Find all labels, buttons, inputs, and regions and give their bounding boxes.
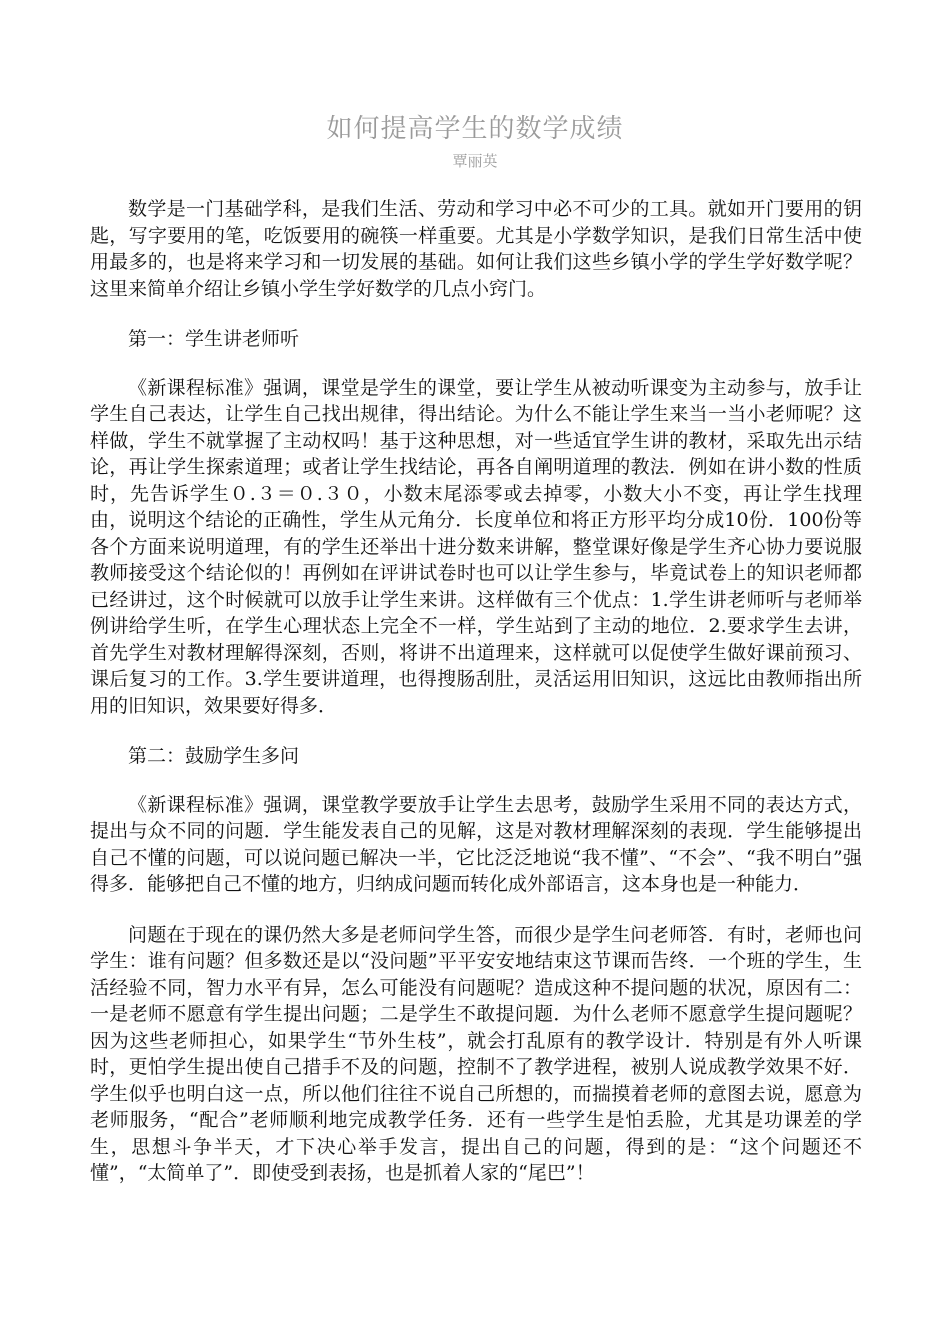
section-1-paragraph: 《新课程标准》强调，课堂是学生的课堂，要让学生从被动听课变为主动参与，放手让学生自己表达，让学生自己找出规律，得出结论。为什么不能让学生来当一当小老师呢？这样做，学生不就掌握了主动权吗！基于这种思想，对一些适宜学生讲的教材，采取先出示结论，再让学生探索道理；或者让学生找结论，再各自阐明道理的教法．例如在讲小数的性质时，先告诉学生０.３＝０.３０，小数末尾添零或去掉零，小数大小不变，再让学生找理由，说明这个结论的正确性，学生从元角分．长度单位和将正方形平均分成10份．100份等各个方面来说明道理，有的学生还举出十进分数来讲解，整堂课好像是学生齐心协力要说服教师接受这个结论似的！再例如在评讲试卷时也可以让学生参与，毕竟试卷上的知识老师都已经讲过，这个时候就可以放手让学生来讲。这样做有三个优点：1.学生讲老师听与老师举例讲给学生听，在学生心理状态上完全不一样，学生站到了主动的地位．2.要求学生去讲，首先学生对教材理解得深刻，否则，将讲不出道理来，这样就可以促使学生做好课前预习、课后复习的工作。3.学生要讲道理，也得搜肠刮肚，灵活运用旧知识，这远比由教师指出所用的旧知识，效果要好得多． — [90, 376, 862, 717]
intro-paragraph: 数学是一门基础学科，是我们生活、劳动和学习中必不可少的工具。就如开门要用的钥匙，写字要用的笔，吃饭要用的碗筷一样重要。尤其是小学数学知识，是我们日常生活中使用最多的，也是将来学习和一切发展的基础。如何让我们这些乡镇小学的学生学好数学呢？这里来简单介绍让乡镇小学生学好数学的几点小窍门。 — [90, 198, 862, 300]
document-author: 覃丽英 — [452, 152, 498, 170]
section-heading-2: 第二：鼓励学生多问 — [128, 745, 300, 767]
document-body — [90, 196, 862, 1211]
section-2-paragraph-2: 问题在于现在的课仍然大多是老师问学生答，而很少是学生问老师答．有时，老师也问学生：谁有问题？但多数还是以“没问题”平平安安地结束这节课而告终．一个班的学生，生活经验不同，智力水平有异，怎么可能没有问题呢？造成这种不提问题的状况，原因有二：一是老师不愿意有学生提出问题；二是学生不敢提问题．为什么老师不愿意学生提问题呢？因为这些老师担心，如果学生“节外生枝”，就会打乱原有的教学设计．特别是有外人听课时，更怕学生提出使自己措手不及的问题，控制不了教学进程，被别人说成教学效果不好．学生似乎也明白这一点，所以他们往往不说自己所想的，而揣摸着老师的意图去说，愿意为老师服务，“配合”老师顺利地完成教学任务．还有一些学生是怕丢脸，尤其是功课差的学生，思想斗争半天，才下决心举手发言，提出自己的问题，得到的是：“这个问题还不懂”，“太简单了”．即使受到表扬，也是抓着人家的“尾巴”！ — [90, 923, 862, 1184]
section-heading-1: 第一：学生讲老师听 — [128, 328, 300, 350]
document-title: 如何提高学生的数学成绩 — [326, 114, 624, 144]
section-2-paragraph-1: 《新课程标准》强调，课堂教学要放手让学生去思考，鼓励学生采用不同的表达方式，提出与众不同的问题．学生能发表自己的见解，这是对教材理解深刻的表现．学生能够提出自己不懂的问题，可以说问题已解决一半，它比泛泛地说“我不懂”、“不会”、“我不明白”强得多．能够把自己不懂的地方，归纳成问题而转化成外部语言，这本身也是一种能力． — [90, 793, 862, 895]
